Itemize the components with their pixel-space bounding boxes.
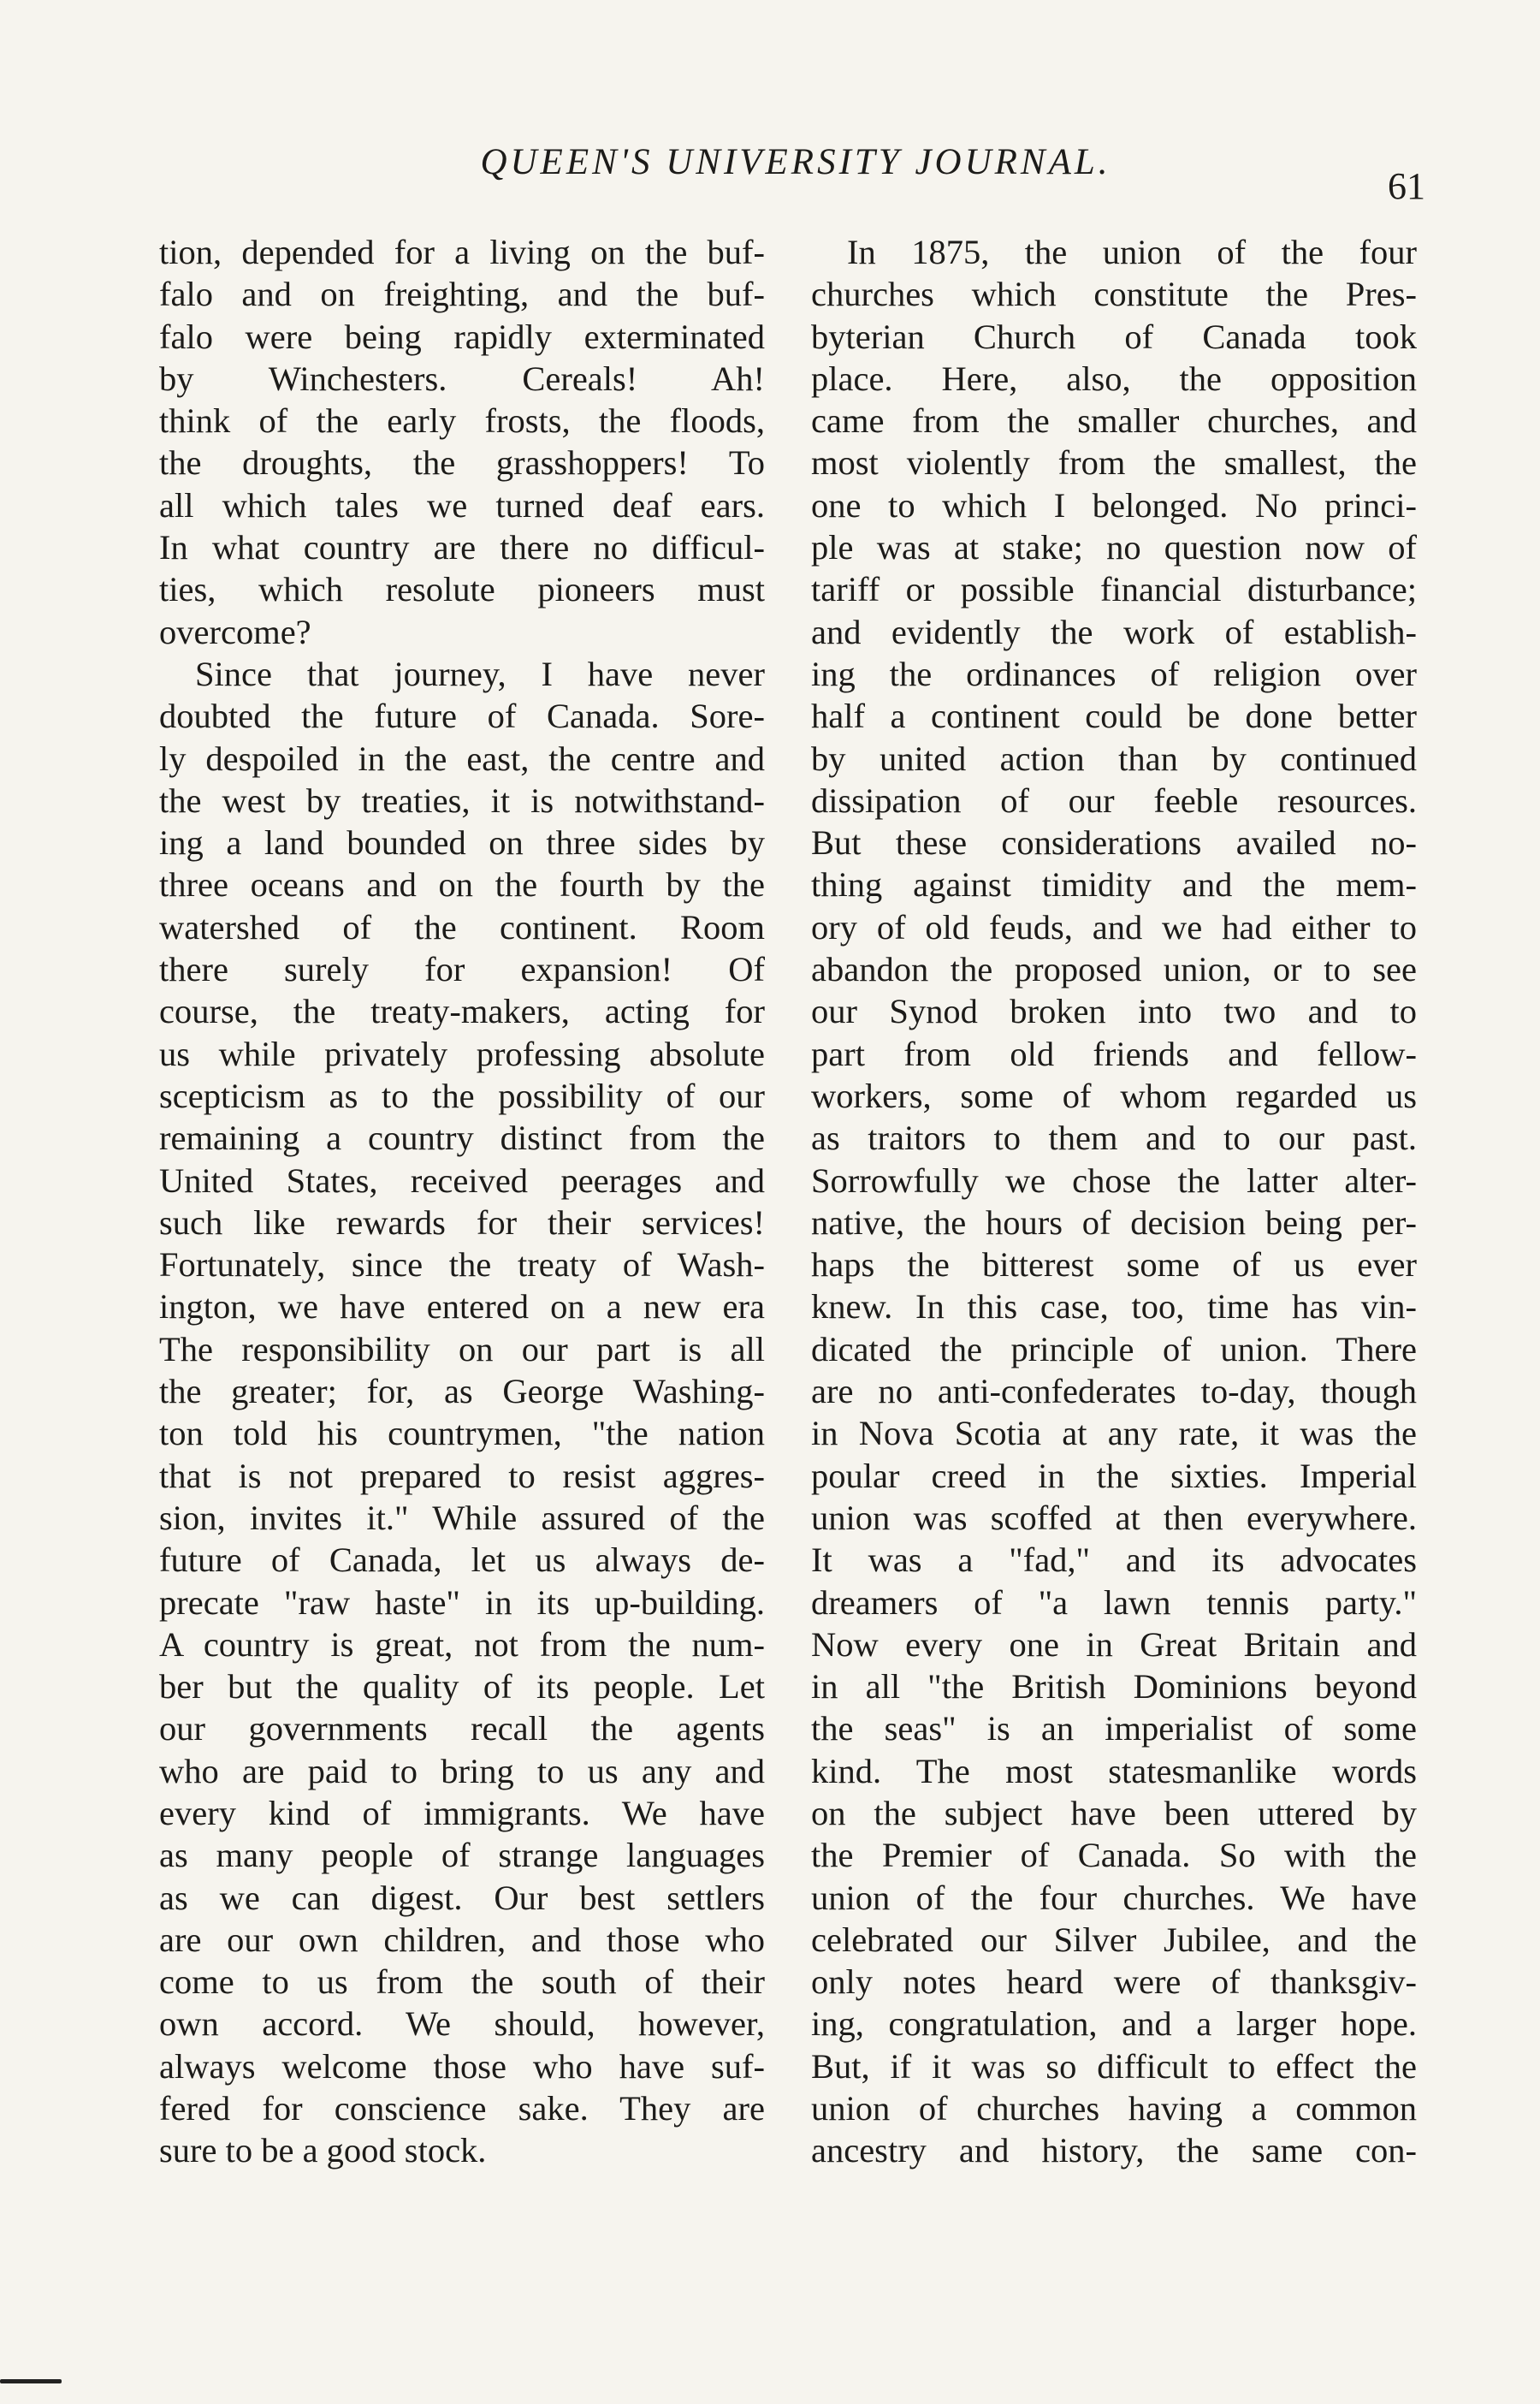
text-line: ing a land bounded on three sides by	[159, 823, 765, 863]
text-line: native, the hours of decision being per-	[811, 1202, 1417, 1242]
left-column	[159, 231, 765, 2172]
text-line: three oceans and on the fourth by the	[159, 865, 765, 905]
text-line: dissipation of our feeble resources.	[811, 781, 1417, 820]
text-line: ington, we have entered on a new era	[159, 1287, 765, 1327]
text-line: the droughts, the grasshoppers! To	[159, 443, 765, 483]
text-line: as we can digest. Our best settlers	[159, 1878, 765, 1917]
text-line: come to us from the south of their	[159, 1962, 765, 2002]
text-line: ber but the quality of its people. Let	[159, 1667, 765, 1707]
text-line: our governments recall the agents	[159, 1709, 765, 1748]
text-line: ly despoiled in the east, the centre and	[159, 739, 765, 778]
text-line: dreamers of "a lawn tennis party."	[811, 1582, 1417, 1622]
text-line: workers, some of whom regarded us	[811, 1076, 1417, 1115]
text-line: fered for conscience sake. They are	[159, 2089, 765, 2128]
text-line: own accord. We should, however,	[159, 2004, 765, 2044]
text-line: doubted the future of Canada. Sore-	[159, 697, 765, 736]
text-line: scepticism as to the possibility of our	[159, 1076, 765, 1115]
text-line: came from the smaller churches, and	[811, 401, 1417, 441]
text-line: remaining a country distinct from the	[159, 1119, 765, 1158]
text-line: union of the four churches. We have	[811, 1878, 1417, 1917]
text-line: part from old friends and fellow-	[811, 1034, 1417, 1073]
text-line: Since that journey, I have never	[195, 654, 765, 693]
text-line: sure to be a good stock.	[159, 2131, 487, 2170]
text-line: knew. In this case, too, time has vin-	[811, 1287, 1417, 1327]
text-line: half a continent could be done better	[811, 697, 1417, 736]
text-line: Now every one in Great Britain and	[811, 1624, 1417, 1664]
text-line: future of Canada, let us always de-	[159, 1540, 765, 1580]
text-line: ancestry and history, the same con-	[811, 2131, 1417, 2170]
text-line: such like rewards for their services!	[159, 1202, 765, 1242]
text-line: place. Here, also, the opposition	[811, 359, 1417, 398]
text-line: watershed of the continent. Room	[159, 907, 765, 947]
text-line: In 1875, the union of the four	[847, 233, 1417, 271]
text-line: the seas" is an imperialist of some	[811, 1709, 1417, 1748]
running-head: QUEEN'S UNIVERSITY JOURNAL.	[480, 142, 1111, 182]
text-line: falo and on freighting, and the buf-	[159, 275, 765, 314]
text-line: In what country are there no difficul-	[159, 528, 765, 567]
text-line: on the subject have been uttered by	[811, 1793, 1417, 1832]
text-line: haps the bitterest some of us ever	[811, 1245, 1417, 1285]
text-line: every kind of immigrants. We have	[159, 1793, 765, 1832]
text-line: churches which constitute the Pres-	[811, 275, 1417, 314]
text-line: in Nova Scotia at any rate, it was the	[811, 1414, 1417, 1453]
text-line: the west by treaties, it is notwithstand-	[159, 781, 765, 820]
text-line: are our own children, and those who	[159, 1920, 765, 1959]
text-line: byterian Church of Canada took	[811, 317, 1417, 356]
text-line: But, if it was so difficult to effect the	[811, 2046, 1417, 2086]
text-line: and evidently the work of establish-	[811, 612, 1417, 651]
text-line: only notes heard were of thanksgiv-	[811, 1962, 1417, 2002]
text-line: union was scoffed at then everywhere.	[811, 1498, 1417, 1537]
text-line: ing, congratulation, and a larger hope.	[811, 2004, 1417, 2044]
text-line: United States, received peerages and	[159, 1160, 765, 1200]
text-line: union of churches having a common	[811, 2089, 1417, 2128]
text-line: tariff or possible financial disturbance;	[811, 570, 1417, 609]
text-line: our Synod broken into two and to	[811, 992, 1417, 1031]
text-line: But these considerations availed no-	[811, 823, 1417, 863]
text-line: by united action than by continued	[811, 739, 1417, 778]
text-line: that is not prepared to resist aggres-	[159, 1456, 765, 1495]
text-line: as many people of strange languages	[159, 1836, 765, 1875]
text-line: always welcome those who have suf-	[159, 2046, 765, 2086]
text-line: overcome?	[159, 612, 311, 651]
text-line: ory of old feuds, and we had either to	[811, 907, 1417, 947]
text-line: A country is great, not from the num-	[159, 1624, 765, 1664]
text-line: precate "raw haste" in its up-building.	[159, 1582, 765, 1622]
text-line: ple was at stake; no question now of	[811, 528, 1417, 567]
page-number: 61	[1388, 165, 1425, 207]
right-column	[811, 231, 1417, 2172]
text-line: dicated the principle of union. There	[811, 1329, 1417, 1368]
text-line: It was a "fad," and its advocates	[811, 1540, 1417, 1580]
text-line: sion, invites it." While assured of the	[159, 1498, 765, 1537]
text-line: thing against timidity and the mem-	[811, 865, 1417, 905]
text-line: in all "the British Dominions beyond	[811, 1667, 1417, 1707]
text-line: as traitors to them and to our past.	[811, 1119, 1417, 1158]
text-line: most violently from the smallest, the	[811, 443, 1417, 483]
text-line: there surely for expansion! Of	[159, 950, 765, 989]
text-line: one to which I belonged. No princi-	[811, 485, 1417, 525]
text-line: celebrated our Silver Jubilee, and the	[811, 1920, 1417, 1959]
text-line: Sorrowfully we chose the latter alter-	[811, 1160, 1417, 1200]
text-line: by Winchesters. Cereals! Ah!	[159, 359, 765, 398]
text-line: course, the treaty-makers, acting for	[159, 992, 765, 1031]
text-line: ties, which resolute pioneers must	[159, 570, 765, 609]
text-line: think of the early frosts, the floods,	[159, 401, 765, 441]
text-line: falo were being rapidly exterminated	[159, 317, 765, 356]
text-line: who are paid to bring to us any and	[159, 1751, 765, 1790]
text-line: kind. The most statesmanlike words	[811, 1751, 1417, 1790]
margin-rule	[0, 2379, 62, 2383]
text-line: all which tales we turned deaf ears.	[159, 485, 765, 525]
text-line: are no anti-confederates to-day, though	[811, 1372, 1417, 1411]
text-line: poular creed in the sixties. Imperial	[811, 1456, 1417, 1495]
text-line: the greater; for, as George Washing-	[159, 1372, 765, 1411]
text-line: the Premier of Canada. So with the	[811, 1836, 1417, 1875]
text-line: Fortunately, since the treaty of Wash-	[159, 1245, 765, 1285]
text-line: us while privately professing absolute	[159, 1034, 765, 1073]
text-line: tion, depended for a living on the buf-	[159, 233, 765, 271]
text-line: ton told his countrymen, "the nation	[159, 1414, 765, 1453]
text-line: abandon the proposed union, or to see	[811, 950, 1417, 989]
text-line: The responsibility on our part is all	[159, 1329, 765, 1368]
text-line: ing the ordinances of religion over	[811, 654, 1417, 693]
